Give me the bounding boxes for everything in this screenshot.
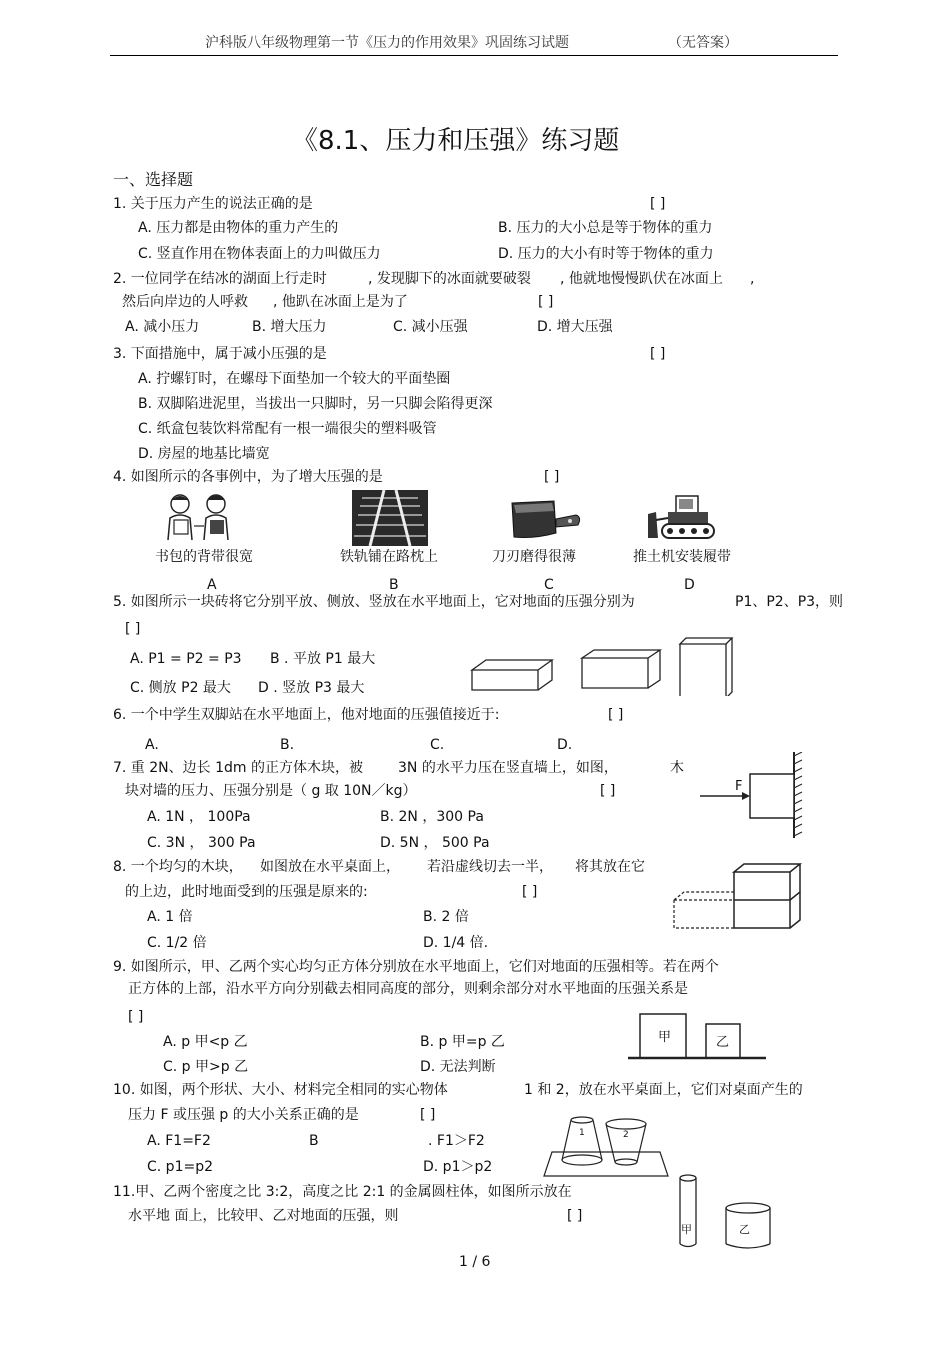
q1-option-c: C. 竖直作用在物体表面上的力叫做压力 <box>138 246 381 262</box>
q4-caption-b: 铁轨铺在路枕上 <box>340 549 438 565</box>
q9-bracket: [ ] <box>128 1009 144 1025</box>
section-heading: 一、选择题 <box>113 170 194 189</box>
q7-line1-c: 木 <box>670 760 684 776</box>
q2-option-b: B. 增大压力 <box>252 319 327 335</box>
q8-line1-c: 若沿虚线切去一半， <box>427 859 553 875</box>
q8-option-c: C. 1/2 倍 <box>147 935 207 951</box>
q7-option-c: C. 3N ， 300 Pa <box>147 835 256 851</box>
q1-option-d: D. 压力的大小有时等于物体的重力 <box>498 246 714 262</box>
q4-letter-b: B <box>389 577 399 593</box>
q1-option-b: B. 压力的大小总是等于物体的重力 <box>498 220 713 236</box>
q4-stem: 4. 如图所示的各事例中，为了增大压强的是 <box>113 469 383 485</box>
q10-option-b: B <box>309 1133 319 1149</box>
q3-bracket: [ ] <box>650 346 666 362</box>
cut-block-figure <box>672 860 804 932</box>
object-1-label: 1 <box>579 1128 585 1138</box>
q5-bracket: [ ] <box>125 621 141 637</box>
page-number: 1 / 6 <box>459 1254 491 1270</box>
q1-stem: 1. 关于压力产生的说法正确的是 <box>113 196 313 212</box>
q2-option-a: A. 减小压力 <box>125 319 200 335</box>
q4-bracket: [ ] <box>544 469 560 485</box>
page-title: 《8.1、压力和压强》练习题 <box>292 126 620 156</box>
q10-option-c: C. p1=p2 <box>147 1159 213 1175</box>
q8-option-d: D. 1/4 倍. <box>423 935 489 951</box>
q1-bracket: [ ] <box>650 196 666 212</box>
q7-line1-a: 7. 重 2N、边长 1dm 的正方体木块，被 <box>113 760 363 776</box>
q8-line1-d: 将其放在它 <box>575 859 645 875</box>
cube-jia-label: 甲 <box>658 1030 672 1045</box>
q9-option-d: D. 无法判断 <box>420 1059 496 1075</box>
q9-option-b: B. p 甲=p 乙 <box>420 1034 505 1050</box>
q2-line1-c: , 他就地慢慢趴伏在冰面上 <box>560 271 723 287</box>
object-2-label: 2 <box>623 1130 629 1140</box>
q2-line1-d: , <box>750 271 755 287</box>
q5-option-b: B . 平放 P1 最大 <box>270 651 376 667</box>
q5-option-c: C. 侧放 P2 最大 <box>130 680 231 696</box>
q8-option-b: B. 2 倍 <box>423 909 469 925</box>
q8-line1-b: 如图放在水平桌面上， <box>260 859 400 875</box>
q5-option-a: A. P1 = P2 = P3 <box>130 651 242 667</box>
q10-line1-b: 1 和 2，放在水平桌面上，它们对桌面产生的 <box>524 1082 803 1098</box>
q7-bracket: [ ] <box>600 783 616 799</box>
frustums-on-table-figure <box>542 1106 670 1178</box>
q7-line2: 块对墙的压力、压强分别是（ g 取 10N／kg） <box>125 783 417 799</box>
q10-bracket: [ ] <box>420 1107 436 1123</box>
q5-option-d: D . 竖放 P3 最大 <box>258 680 365 696</box>
q4-letter-d: D <box>684 577 695 593</box>
q2-line2-a: 然后向岸边的人呼救 <box>122 294 248 310</box>
q4-letter-c: C <box>544 577 554 593</box>
header-title: 沪科版八年级物理第一节《压力的作用效果》巩固练习试题 <box>205 35 569 51</box>
q3-stem: 3. 下面措施中，属于减小压强的是 <box>113 346 327 362</box>
q6-bracket: [ ] <box>608 707 624 723</box>
railway-track-figure <box>352 490 428 546</box>
q8-line2: 的上边，此时地面受到的压强是原来的: <box>125 884 368 900</box>
q7-option-d: D. 5N ， 500 Pa <box>380 835 490 851</box>
q7-option-a: A. 1N ， 100Pa <box>147 809 251 825</box>
q6-option-d: D. <box>557 737 573 753</box>
force-label: F <box>735 779 743 794</box>
q3-option-b: B. 双脚陷进泥里，当拔出一只脚时，另一只脚会陷得更深 <box>138 396 493 412</box>
cylinder-yi-label: 乙 <box>739 1223 750 1236</box>
q6-option-c: C. <box>430 737 445 753</box>
q8-option-a: A. 1 倍 <box>147 909 193 925</box>
q5-stem: 5. 如图所示一块砖将它分别平放、侧放、竖放在水平地面上，它对地面的压强分别为 <box>113 594 635 610</box>
cleaver-knife-figure <box>508 497 584 541</box>
q2-line2-b: , 他趴在冰面上是为了 <box>273 294 408 310</box>
q2-bracket: [ ] <box>538 294 554 310</box>
q2-option-d: D. 增大压强 <box>537 319 613 335</box>
q1-option-a: A. 压力都是由物体的重力产生的 <box>138 220 339 236</box>
q10-option-b-text: . F1＞F2 <box>428 1133 485 1149</box>
q11-bracket: [ ] <box>567 1208 583 1224</box>
block-on-wall-figure <box>700 752 806 838</box>
header-note: （无答案） <box>668 35 738 51</box>
q6-option-a: A. <box>145 737 159 753</box>
brick-orientations-figure <box>470 634 734 696</box>
q2-line1-a: 2. 一位同学在结冰的湖面上行走时 <box>113 271 327 287</box>
q7-line1-b: 3N 的水平力压在竖直墙上，如图， <box>398 760 618 776</box>
cube-yi-label: 乙 <box>716 1035 730 1050</box>
q5-vars: P1、P2、P3，则 <box>735 594 844 610</box>
q10-line1-a: 10. 如图，两个形状、大小、材料完全相同的实心物体 <box>113 1082 448 1098</box>
q3-option-a: A. 拧螺钉时，在螺母下面垫加一个较大的平面垫圈 <box>138 371 451 387</box>
q6-option-b: B. <box>280 737 295 753</box>
q10-option-d: D. p1＞p2 <box>423 1159 493 1175</box>
header-rule <box>110 55 838 56</box>
cylinders-figure <box>672 1172 784 1252</box>
q4-caption-d: 推土机安装履带 <box>633 549 731 565</box>
q11-line1: 11.甲、乙两个密度之比 3:2，高度之比 2:1 的金属圆柱体，如图所示放在 <box>113 1184 572 1200</box>
two-cubes-figure <box>626 1012 768 1062</box>
q7-option-b: B. 2N ，300 Pa <box>380 809 484 825</box>
q8-line1-a: 8. 一个均匀的木块， <box>113 859 243 875</box>
q9-option-a: A. p 甲<p 乙 <box>163 1034 248 1050</box>
q4-caption-a: 书包的背带很宽 <box>155 549 253 565</box>
q10-option-a: A. F1=F2 <box>147 1133 211 1149</box>
q3-option-c: C. 纸盒包装饮料常配有一根一端很尖的塑料吸管 <box>138 421 437 437</box>
q10-line2: 压力 F 或压强 p 的大小关系正确的是 <box>128 1107 359 1123</box>
q4-caption-c: 刀刃磨得很薄 <box>492 549 576 565</box>
q9-line1: 9. 如图所示，甲、乙两个实心均匀正方体分别放在水平地面上，它们对地面的压强相等。若在两个 <box>113 959 719 975</box>
q2-line1-b: , 发现脚下的冰面就要破裂 <box>368 271 531 287</box>
q8-bracket: [ ] <box>522 884 538 900</box>
q4-letter-a: A <box>207 577 217 593</box>
q11-line2: 水平地 面上，比较甲、乙对地面的压强，则 <box>128 1208 399 1224</box>
q3-option-d: D. 房屋的地基比墙宽 <box>138 446 270 462</box>
bulldozer-figure <box>646 490 720 542</box>
q9-line2: 正方体的上部，沿水平方向分别截去相同高度的部分，则剩余部分对水平地面的压强关系是 <box>128 981 688 997</box>
q2-option-c: C. 减小压强 <box>393 319 468 335</box>
schoolbag-children-figure <box>150 490 248 544</box>
cylinder-jia-label: 甲 <box>681 1223 692 1236</box>
q9-option-c: C. p 甲>p 乙 <box>163 1059 249 1075</box>
q6-stem: 6. 一个中学生双脚站在水平地面上，他对地面的压强值接近于: <box>113 707 500 723</box>
